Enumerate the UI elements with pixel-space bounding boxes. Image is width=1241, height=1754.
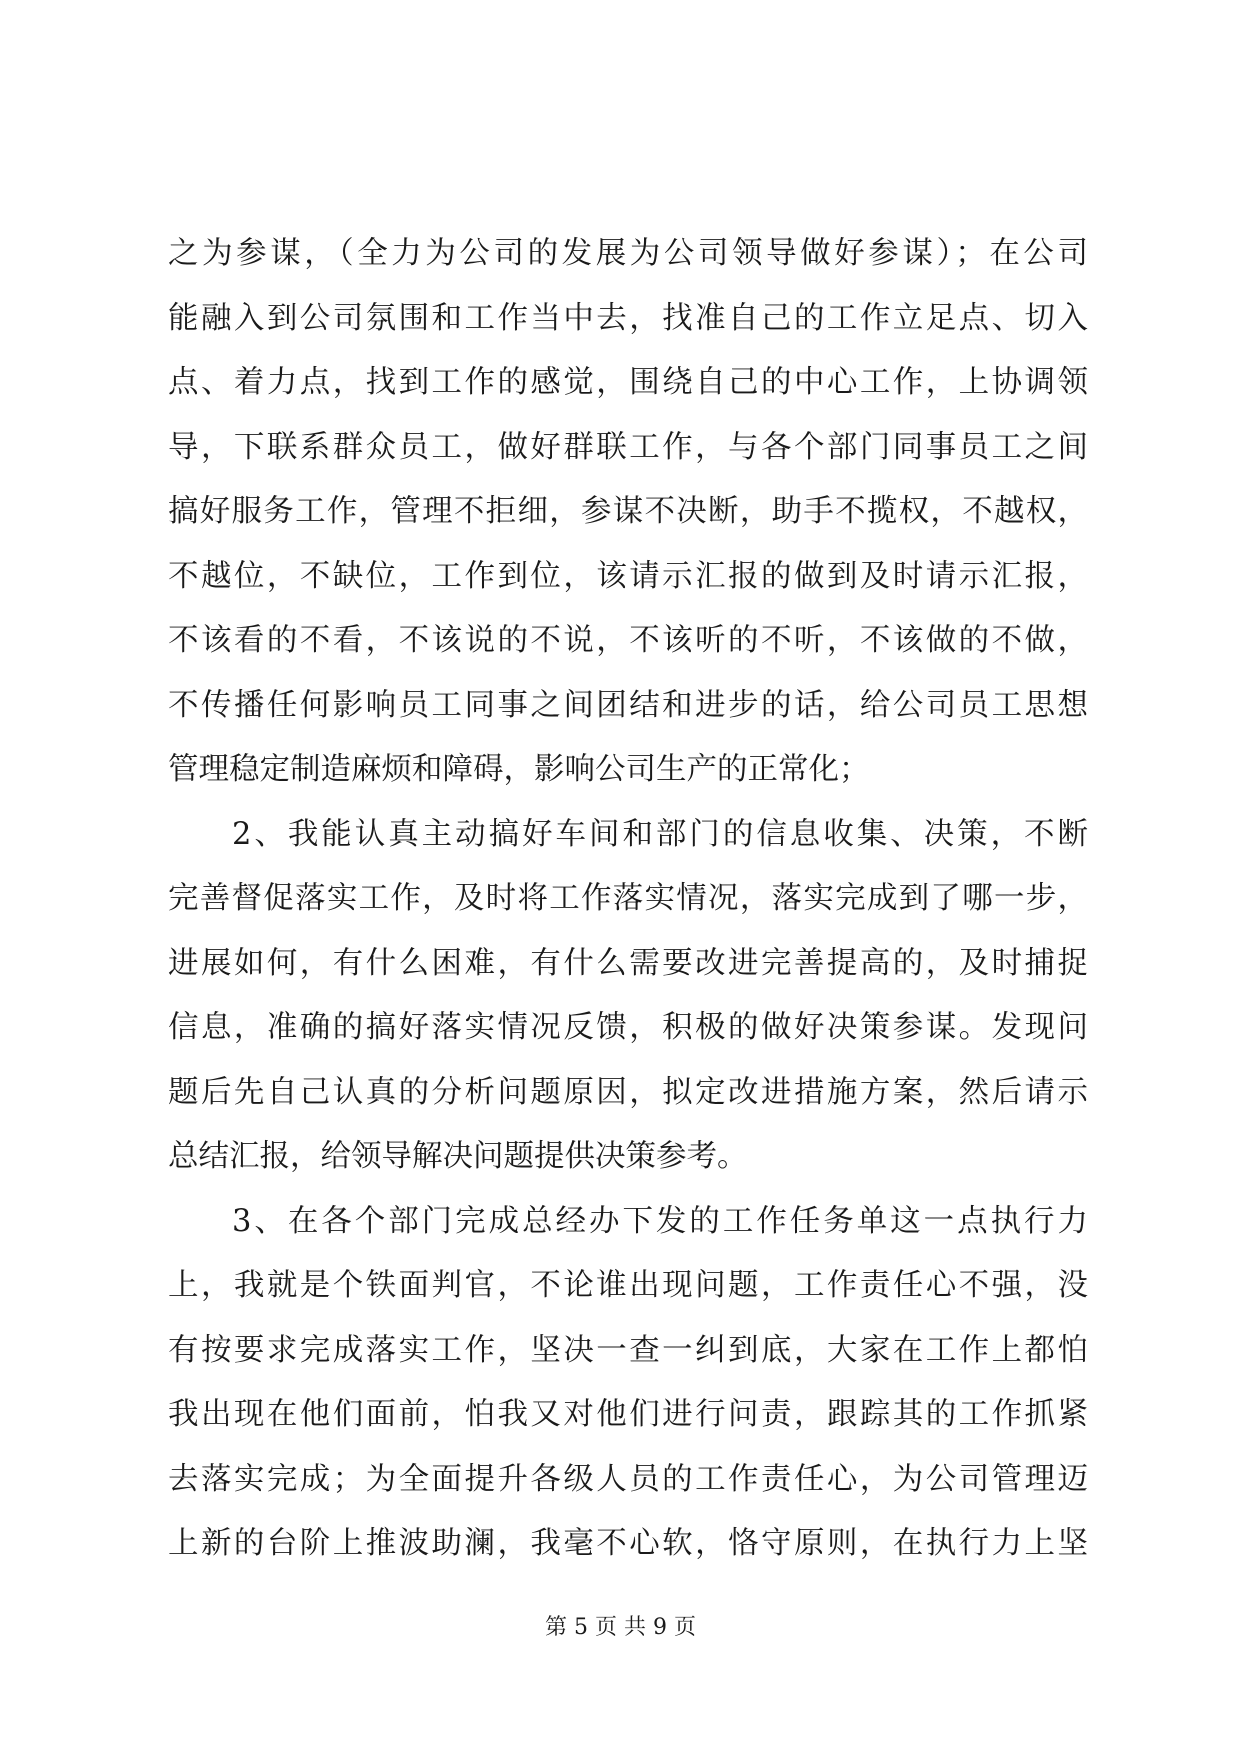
text-line: 不越位，不缺位，工作到位，该请示汇报的做到及时请示汇报，	[168, 558, 1088, 594]
text-line: 导，下联系群众员工，做好群联工作，与各个部门同事员工之间	[168, 429, 1088, 465]
text-line: 管理稳定制造麻烦和障碍，影响公司生产的正常化；	[168, 752, 870, 787]
text-line: 去落实完成；为全面提升各级人员的工作责任心，为公司管理迈	[168, 1461, 1088, 1497]
paragraph-start-line: 2、我能认真主动搞好车间和部门的信息收集、决策，不断	[232, 816, 1088, 852]
text-line: 点、着力点，找到工作的感觉，围绕自己的中心工作，上协调领	[168, 365, 1088, 400]
text-line: 能融入到公司氛围和工作当中去，找准自己的工作立足点、切入	[168, 300, 1088, 336]
text-line: 上，我就是个铁面判官，不论谁出现问题，工作责任心不强，没	[168, 1268, 1088, 1303]
text-line: 不该看的不看，不该说的不说，不该听的不听，不该做的不做，	[168, 623, 1088, 658]
text-line: 进展如何，有什么困难，有什么需要改进完善提高的，及时捕捉	[168, 945, 1088, 981]
text-line: 上新的台阶上推波助澜，我毫不心软，恪守原则，在执行力上坚	[168, 1526, 1088, 1561]
text-line: 不传播任何影响员工同事之间团结和进步的话，给公司员工思想	[168, 687, 1088, 723]
text-line: 完善督促落实工作，及时将工作落实情况，落实完成到了哪一步，	[168, 881, 1088, 916]
paragraph-start-line: 3、在各个部门完成总经办下发的工作任务单这一点执行力	[232, 1203, 1088, 1239]
text-line: 搞好服务工作，管理不拒细，参谋不决断，助手不揽权，不越权，	[168, 494, 1088, 529]
text-line: 有按要求完成落实工作，坚决一查一纠到底，大家在工作上都怕	[168, 1332, 1088, 1368]
text-line: 信息，准确的搞好落实情况反馈，积极的做好决策参谋。发现问	[168, 1010, 1088, 1045]
text-line: 总结汇报，给领导解决问题提供决策参考。	[168, 1139, 748, 1174]
text-line: 题后先自己认真的分析问题原因，拟定改进措施方案，然后请示	[168, 1074, 1088, 1110]
text-line: 之为参谋，（全力为公司的发展为公司领导做好参谋）；在公司	[168, 236, 1088, 271]
text-line: 我出现在他们面前，怕我又对他们进行问责，跟踪其的工作抓紧	[168, 1397, 1088, 1432]
page-number-footer: 第 5 页 共 9 页	[545, 1615, 696, 1640]
body-text	[168, 222, 1088, 1577]
